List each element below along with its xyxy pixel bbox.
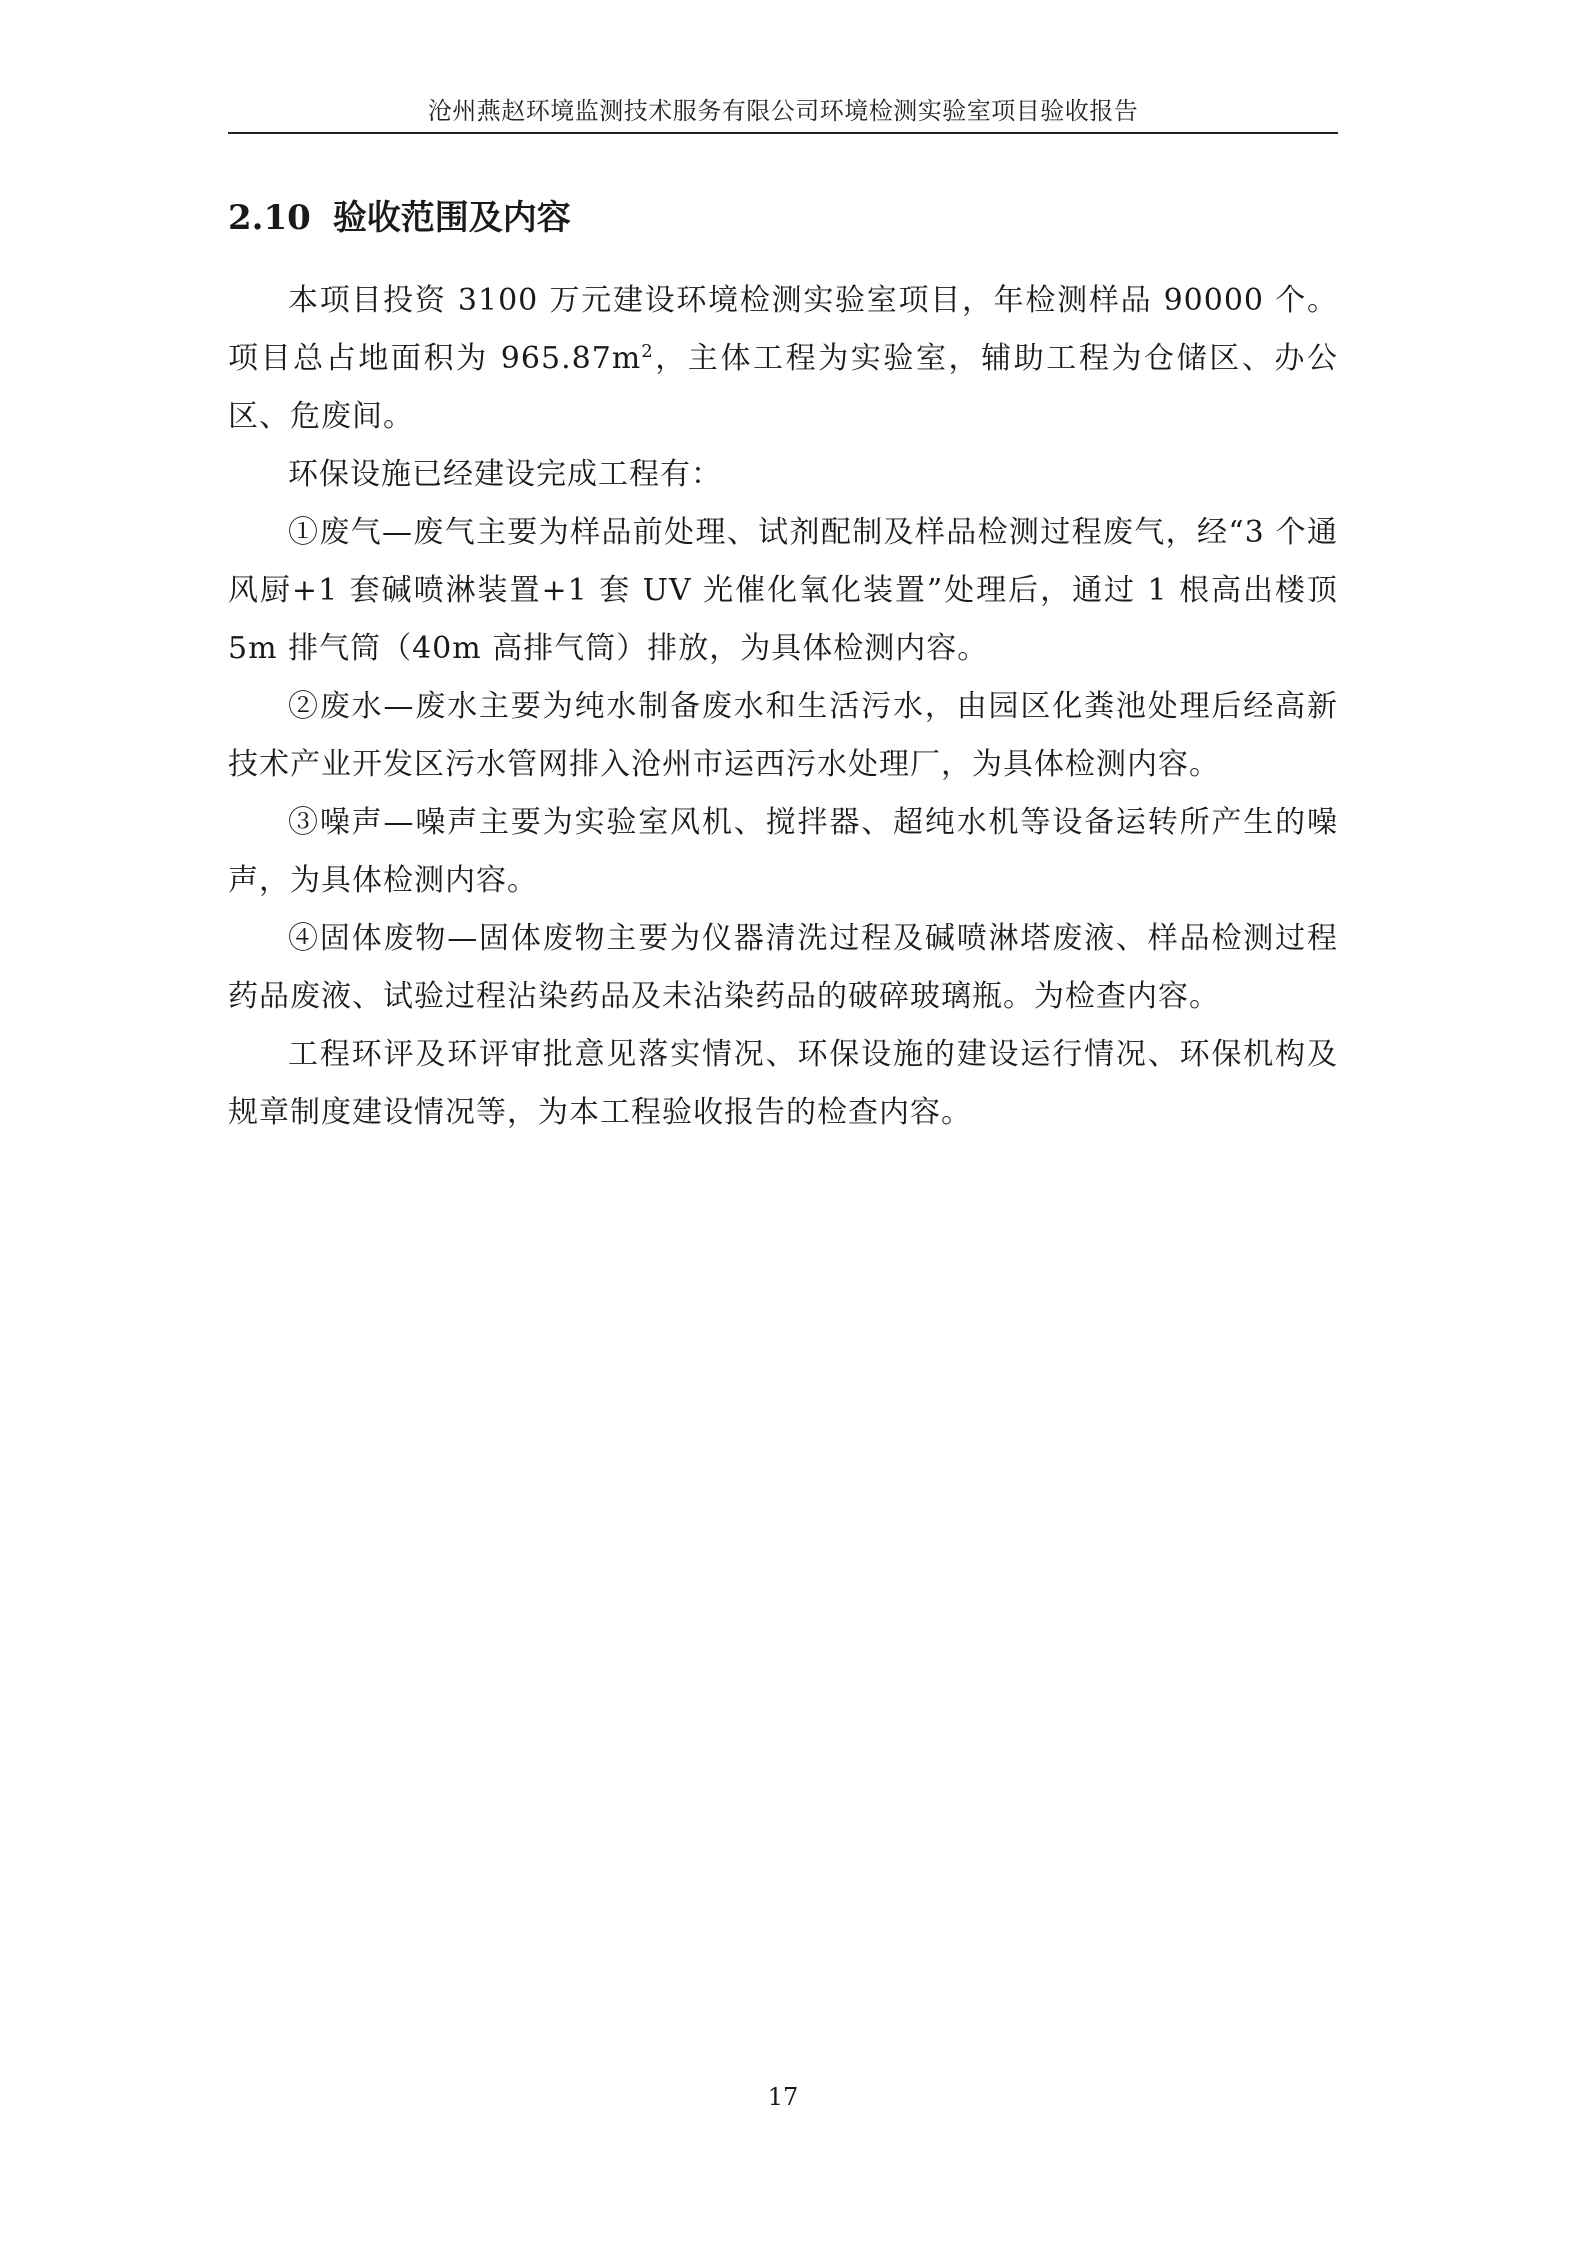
header-divider bbox=[228, 132, 1338, 134]
section-title: 验收范围及内容 bbox=[332, 198, 571, 238]
paragraph-solid-waste: ④固体废物—固体废物主要为仪器清洗过程及碱喷淋塔废液、样品检测过程药品废液、试验过程沾染药品及未沾染药品的破碎玻璃瓶。为检查内容。 bbox=[228, 921, 1338, 1014]
paragraph-text: 本项目投资 3100 万元建设环境检测实验室项目，年检测样品 90000 个。项目总占地面积为 965.87m bbox=[228, 283, 1338, 376]
paragraph-project-overview bbox=[228, 272, 1338, 446]
paragraph-inspection-scope: 工程环评及环评审批意见落实情况、环保设施的建设运行情况、环保机构及规章制度建设情况等，为本工程验收报告的检查内容。 bbox=[228, 1037, 1338, 1130]
section-body bbox=[228, 272, 1338, 1142]
section-number: 2.10 bbox=[228, 198, 311, 238]
page-number: 17 bbox=[767, 2083, 799, 2111]
paragraph-text: ，主体工程为实验室，辅助工程为仓储区、办公区、危废间。 bbox=[228, 341, 1338, 434]
paragraph-waste-gas: ①废气—废气主要为样品前处理、试剂配制及样品检测过程废气，经“3 个通风厨+1 套碱喷淋装置+1 套 UV 光催化氧化装置”处理后，通过 1 根高出楼顶 5m 排气筒（40m 高排气筒）排放，为具体检测内容。 bbox=[228, 515, 1338, 666]
paragraph-waste-water: ②废水—废水主要为纯水制备废水和生活污水，由园区化粪池处理后经高新技术产业开发区污水管网排入沧州市运西污水处理厂，为具体检测内容。 bbox=[228, 689, 1338, 782]
superscript: 2 bbox=[641, 341, 654, 362]
paragraph-facilities-intro: 环保设施已经建设完成工程有： bbox=[288, 457, 722, 492]
paragraph-noise: ③噪声—噪声主要为实验室风机、搅拌器、超纯水机等设备运转所产生的噪声，为具体检测内容。 bbox=[228, 805, 1338, 898]
section-heading bbox=[228, 196, 571, 240]
page-header: 沧州燕赵环境监测技术服务有限公司环境检测实验室项目验收报告 bbox=[427, 97, 1139, 125]
